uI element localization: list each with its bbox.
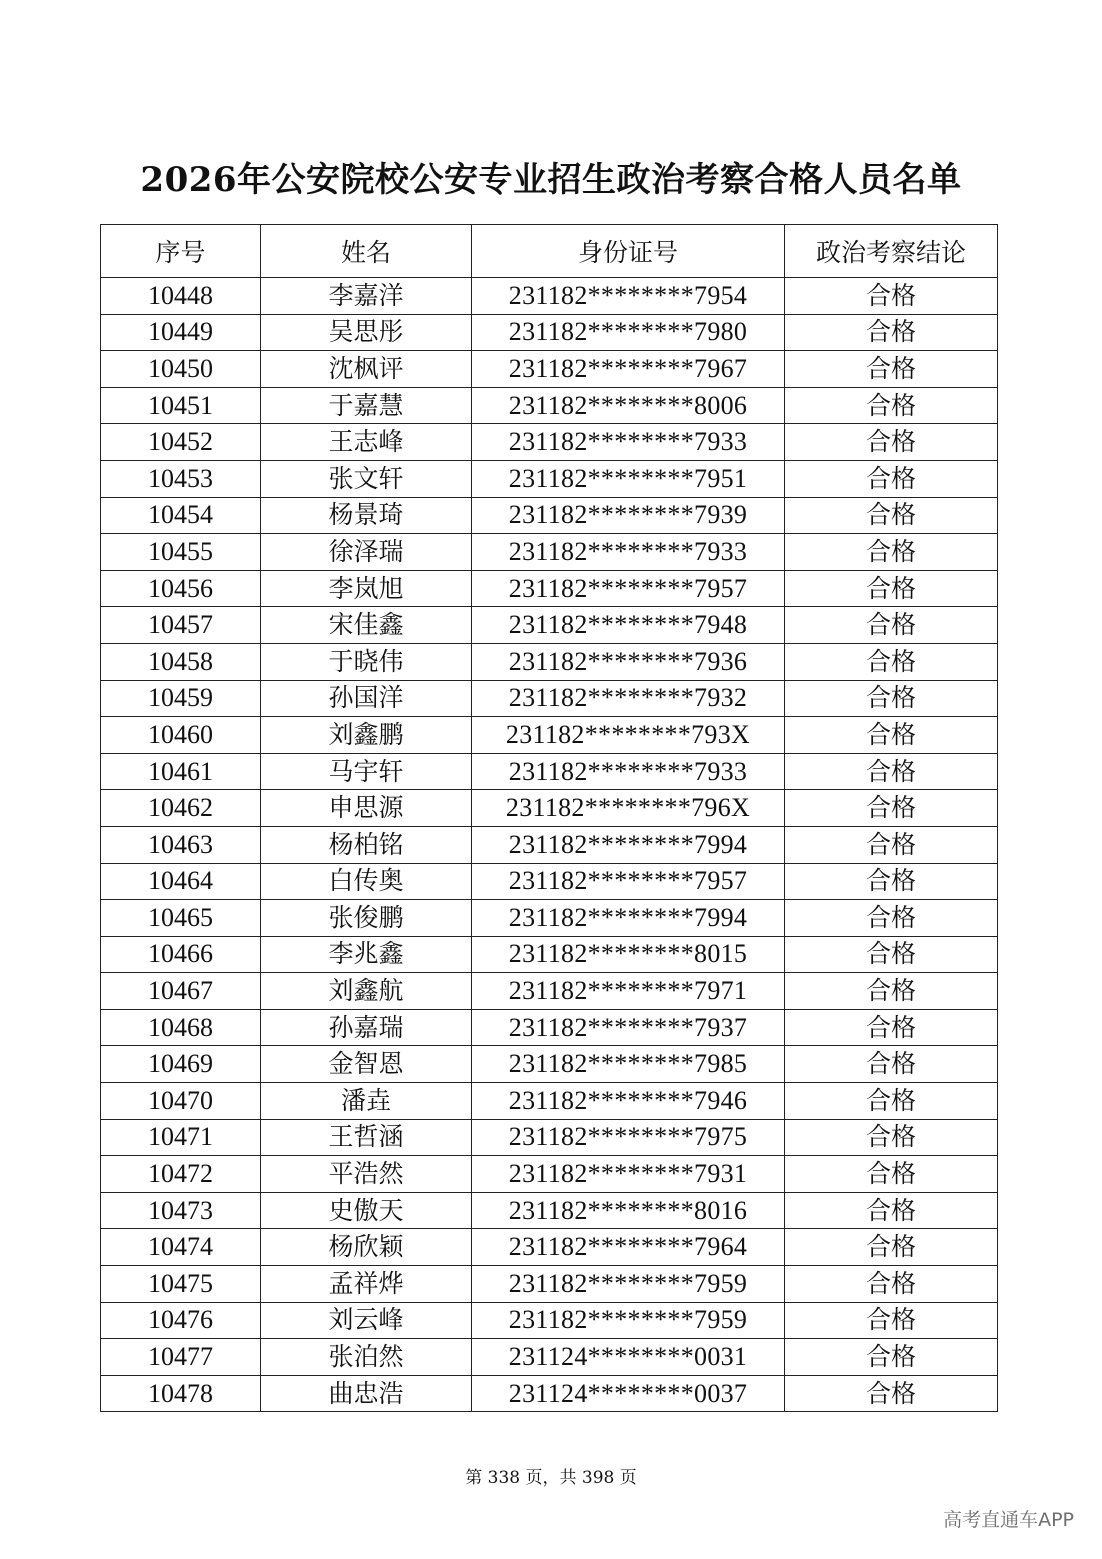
- cell-conclusion: 合格: [785, 1119, 998, 1156]
- cell-conclusion: 合格: [785, 1375, 998, 1412]
- cell-conclusion: 合格: [785, 790, 998, 827]
- cell-id-number: 231182********7994: [472, 900, 785, 937]
- table-row: [101, 1339, 998, 1376]
- table-row: [101, 1375, 998, 1412]
- cell-serial-number: 10473: [101, 1192, 261, 1229]
- cell-name: 于嘉慧: [261, 387, 472, 424]
- cell-name: 孙嘉瑞: [261, 1009, 472, 1046]
- cell-conclusion: 合格: [785, 607, 998, 644]
- cell-name: 于晓伟: [261, 643, 472, 680]
- cell-conclusion: 合格: [785, 936, 998, 973]
- table-row: [101, 387, 998, 424]
- cell-serial-number: 10466: [101, 936, 261, 973]
- table-row: [101, 717, 998, 754]
- table-header-row: [101, 225, 998, 278]
- cell-id-number: 231182********7959: [472, 1302, 785, 1339]
- cell-conclusion: 合格: [785, 1266, 998, 1303]
- cell-id-number: 231182********7951: [472, 460, 785, 497]
- cell-id-number: 231182********7959: [472, 1266, 785, 1303]
- cell-conclusion: 合格: [785, 900, 998, 937]
- header-conclusion: 政治考察结论: [785, 225, 998, 278]
- cell-serial-number: 10455: [101, 534, 261, 571]
- cell-conclusion: 合格: [785, 1046, 998, 1083]
- cell-name: 平浩然: [261, 1156, 472, 1193]
- cell-serial-number: 10472: [101, 1156, 261, 1193]
- table-row: [101, 790, 998, 827]
- table-row: [101, 826, 998, 863]
- cell-serial-number: 10467: [101, 973, 261, 1010]
- cell-serial-number: 10456: [101, 570, 261, 607]
- cell-id-number: 231182********7933: [472, 534, 785, 571]
- cell-id-number: 231182********7936: [472, 643, 785, 680]
- cell-serial-number: 10474: [101, 1229, 261, 1266]
- cell-conclusion: 合格: [785, 314, 998, 351]
- cell-serial-number: 10478: [101, 1375, 261, 1412]
- table-row: [101, 1046, 998, 1083]
- table-row: [101, 1083, 998, 1120]
- table-row: [101, 643, 998, 680]
- cell-serial-number: 10457: [101, 607, 261, 644]
- cell-name: 徐泽瑞: [261, 534, 472, 571]
- table-row: [101, 680, 998, 717]
- cell-conclusion: 合格: [785, 387, 998, 424]
- cell-conclusion: 合格: [785, 753, 998, 790]
- cell-serial-number: 10451: [101, 387, 261, 424]
- cell-id-number: 231182********796X: [472, 790, 785, 827]
- cell-conclusion: 合格: [785, 863, 998, 900]
- cell-conclusion: 合格: [785, 424, 998, 461]
- cell-conclusion: 合格: [785, 534, 998, 571]
- cell-conclusion: 合格: [785, 1156, 998, 1193]
- cell-serial-number: 10458: [101, 643, 261, 680]
- cell-id-number: 231182********793X: [472, 717, 785, 754]
- cell-conclusion: 合格: [785, 1302, 998, 1339]
- cell-name: 杨柏铭: [261, 826, 472, 863]
- cell-name: 李兆鑫: [261, 936, 472, 973]
- cell-serial-number: 10477: [101, 1339, 261, 1376]
- cell-id-number: 231182********7937: [472, 1009, 785, 1046]
- cell-name: 白传奥: [261, 863, 472, 900]
- app-watermark: 高考直通车APP: [943, 1509, 1074, 1531]
- cell-conclusion: 合格: [785, 973, 998, 1010]
- table-row: [101, 278, 998, 315]
- cell-name: 王志峰: [261, 424, 472, 461]
- cell-id-number: 231182********7985: [472, 1046, 785, 1083]
- cell-conclusion: 合格: [785, 1192, 998, 1229]
- cell-id-number: 231182********7946: [472, 1083, 785, 1120]
- cell-serial-number: 10453: [101, 460, 261, 497]
- cell-name: 刘云峰: [261, 1302, 472, 1339]
- table-row: [101, 497, 998, 534]
- cell-conclusion: 合格: [785, 570, 998, 607]
- cell-name: 金智恩: [261, 1046, 472, 1083]
- cell-id-number: 231182********7980: [472, 314, 785, 351]
- document-title: 2026年公安院校公安专业招生政治考察合格人员名单: [140, 160, 962, 200]
- cell-name: 杨欣颖: [261, 1229, 472, 1266]
- cell-id-number: 231182********7933: [472, 424, 785, 461]
- page-footer: 第 338 页，共 398 页: [465, 1468, 637, 1488]
- cell-name: 张文轩: [261, 460, 472, 497]
- table-row: [101, 607, 998, 644]
- table-row: [101, 1266, 998, 1303]
- table-row: [101, 570, 998, 607]
- cell-name: 李嘉洋: [261, 278, 472, 315]
- cell-id-number: 231182********7948: [472, 607, 785, 644]
- table-row: [101, 863, 998, 900]
- cell-id-number: 231182********7932: [472, 680, 785, 717]
- cell-id-number: 231124********0037: [472, 1375, 785, 1412]
- cell-serial-number: 10464: [101, 863, 261, 900]
- cell-id-number: 231182********8006: [472, 387, 785, 424]
- cell-serial-number: 10463: [101, 826, 261, 863]
- header-serial-number: 序号: [101, 225, 261, 278]
- table-row: [101, 351, 998, 388]
- cell-name: 潘垚: [261, 1083, 472, 1120]
- cell-id-number: 231182********7957: [472, 863, 785, 900]
- cell-id-number: 231182********7957: [472, 570, 785, 607]
- cell-name: 马宇轩: [261, 753, 472, 790]
- cell-serial-number: 10459: [101, 680, 261, 717]
- table-row: [101, 314, 998, 351]
- cell-serial-number: 10461: [101, 753, 261, 790]
- roster-body: [101, 278, 998, 1412]
- cell-serial-number: 10476: [101, 1302, 261, 1339]
- cell-name: 宋佳鑫: [261, 607, 472, 644]
- cell-name: 申思源: [261, 790, 472, 827]
- table-row: [101, 1302, 998, 1339]
- cell-id-number: 231182********8016: [472, 1192, 785, 1229]
- cell-serial-number: 10469: [101, 1046, 261, 1083]
- cell-serial-number: 10460: [101, 717, 261, 754]
- cell-name: 史傲天: [261, 1192, 472, 1229]
- cell-id-number: 231182********8015: [472, 936, 785, 973]
- cell-id-number: 231182********7975: [472, 1119, 785, 1156]
- cell-conclusion: 合格: [785, 826, 998, 863]
- table-row: [101, 460, 998, 497]
- table-row: [101, 1229, 998, 1266]
- cell-name: 孙国洋: [261, 680, 472, 717]
- table-row: [101, 1009, 998, 1046]
- cell-serial-number: 10454: [101, 497, 261, 534]
- cell-conclusion: 合格: [785, 1339, 998, 1376]
- header-name: 姓名: [261, 225, 472, 278]
- cell-name: 张俊鹏: [261, 900, 472, 937]
- cell-conclusion: 合格: [785, 278, 998, 315]
- cell-id-number: 231182********7931: [472, 1156, 785, 1193]
- cell-name: 沈枫评: [261, 351, 472, 388]
- header-id-number: 身份证号: [472, 225, 785, 278]
- cell-name: 曲忠浩: [261, 1375, 472, 1412]
- cell-id-number: 231124********0031: [472, 1339, 785, 1376]
- cell-name: 杨景琦: [261, 497, 472, 534]
- cell-name: 刘鑫鹏: [261, 717, 472, 754]
- cell-id-number: 231182********7954: [472, 278, 785, 315]
- cell-name: 孟祥烨: [261, 1266, 472, 1303]
- cell-conclusion: 合格: [785, 1229, 998, 1266]
- cell-conclusion: 合格: [785, 460, 998, 497]
- cell-name: 吴思彤: [261, 314, 472, 351]
- cell-serial-number: 10448: [101, 278, 261, 315]
- cell-id-number: 231182********7939: [472, 497, 785, 534]
- cell-conclusion: 合格: [785, 1009, 998, 1046]
- table-row: [101, 753, 998, 790]
- cell-serial-number: 10470: [101, 1083, 261, 1120]
- cell-id-number: 231182********7971: [472, 973, 785, 1010]
- cell-conclusion: 合格: [785, 1083, 998, 1120]
- cell-id-number: 231182********7967: [472, 351, 785, 388]
- cell-name: 李岚旭: [261, 570, 472, 607]
- cell-serial-number: 10452: [101, 424, 261, 461]
- cell-serial-number: 10449: [101, 314, 261, 351]
- cell-serial-number: 10471: [101, 1119, 261, 1156]
- cell-id-number: 231182********7994: [472, 826, 785, 863]
- table-row: [101, 1156, 998, 1193]
- cell-serial-number: 10475: [101, 1266, 261, 1303]
- cell-serial-number: 10462: [101, 790, 261, 827]
- cell-name: 王哲涵: [261, 1119, 472, 1156]
- cell-conclusion: 合格: [785, 351, 998, 388]
- table-row: [101, 936, 998, 973]
- cell-conclusion: 合格: [785, 497, 998, 534]
- cell-serial-number: 10468: [101, 1009, 261, 1046]
- cell-name: 张泊然: [261, 1339, 472, 1376]
- cell-conclusion: 合格: [785, 717, 998, 754]
- table-row: [101, 424, 998, 461]
- cell-name: 刘鑫航: [261, 973, 472, 1010]
- roster-table: [100, 224, 998, 1412]
- cell-id-number: 231182********7964: [472, 1229, 785, 1266]
- cell-id-number: 231182********7933: [472, 753, 785, 790]
- cell-serial-number: 10450: [101, 351, 261, 388]
- cell-conclusion: 合格: [785, 643, 998, 680]
- table-row: [101, 534, 998, 571]
- cell-conclusion: 合格: [785, 680, 998, 717]
- table-row: [101, 900, 998, 937]
- table-row: [101, 1192, 998, 1229]
- table-row: [101, 973, 998, 1010]
- table-row: [101, 1119, 998, 1156]
- cell-serial-number: 10465: [101, 900, 261, 937]
